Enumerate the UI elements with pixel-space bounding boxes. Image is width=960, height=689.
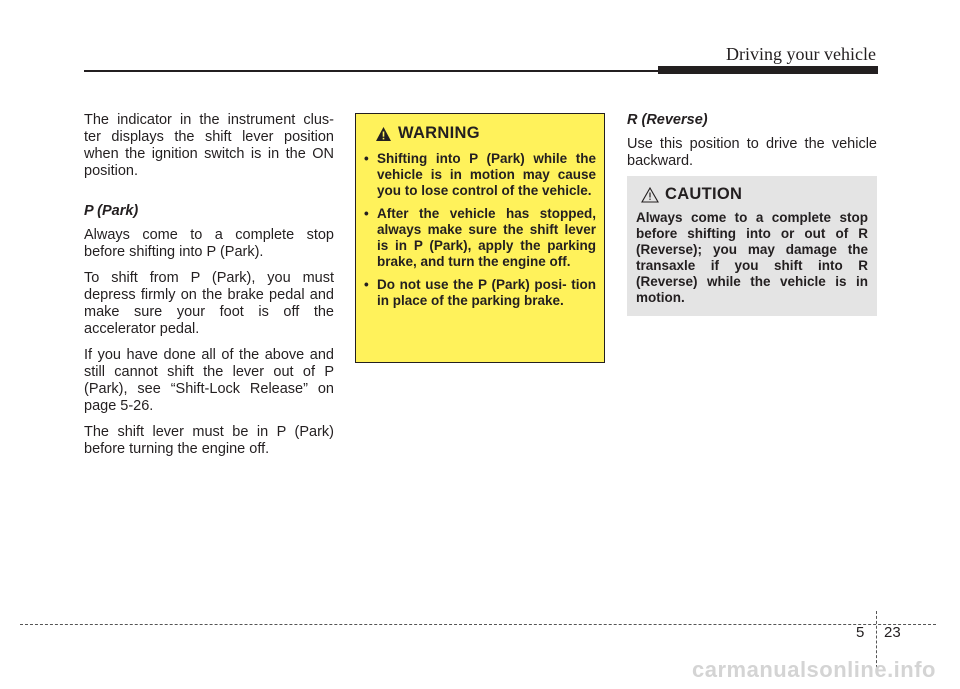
park-paragraph-2: To shift from P (Park), you must depress firmly on the brake pedal and make sure your foot is off the accelerator pedal. (84, 270, 334, 337)
warning-item-text: After the vehicle has stopped, always make sure the shift lever is in P (Park), apply the parking brake, and turn the engine off. (377, 206, 596, 269)
park-heading: P (Park) (84, 203, 139, 219)
section-title: Driving your vehicle (726, 44, 876, 64)
reverse-heading: R (Reverse) (627, 112, 708, 128)
reverse-paragraph: Use this position to drive the vehicle backward. (627, 136, 877, 169)
bullet: • (364, 151, 369, 166)
footer-rule (20, 624, 936, 625)
warning-title: WARNING (398, 124, 480, 142)
park-paragraph-3: If you have done all of the above and still cannot shift the lever out of P (Park), see “Shift-Lock Release” on page 5-26. (84, 347, 334, 414)
warning-item-text: Shifting into P (Park) while the vehicle is in motion may cause you to lose control of the vehicle. (377, 151, 596, 198)
watermark: carmanualsonline.info (692, 657, 936, 682)
right-column (627, 112, 877, 179)
warning-header (375, 124, 596, 143)
header-rule (84, 70, 684, 72)
warning-list (364, 151, 596, 309)
header-rule-accent (658, 66, 878, 74)
warning-item (364, 206, 596, 270)
warning-triangle-icon (375, 126, 392, 142)
park-paragraph-1: Always come to a complete stop before shifting into P (Park). (84, 227, 334, 260)
section-number: 5 (856, 624, 865, 641)
warning-item (364, 277, 596, 309)
bullet: • (364, 206, 369, 221)
warning-box (355, 113, 605, 363)
warning-item (364, 151, 596, 199)
caution-header (641, 185, 868, 204)
caution-title: CAUTION (665, 185, 743, 203)
intro-paragraph: The indicator in the instrument clus- ter displays the shift lever position when the ignition switch is in the ON position. (84, 112, 334, 179)
page-number: 23 (884, 624, 901, 641)
caution-box (627, 176, 877, 316)
left-column (84, 112, 334, 467)
bullet: • (364, 277, 369, 292)
park-paragraph-4: The shift lever must be in P (Park) before turning the engine off. (84, 424, 334, 457)
warning-item-text: Do not use the P (Park) posi- tion in place of the parking brake. (377, 277, 596, 308)
caution-triangle-icon (641, 187, 659, 203)
caution-text: Always come to a complete stop before shifting into or out of R (Reverse); you may damage the transaxle if you shift into R (Reverse) while the vehicle is in motion. (636, 210, 868, 305)
